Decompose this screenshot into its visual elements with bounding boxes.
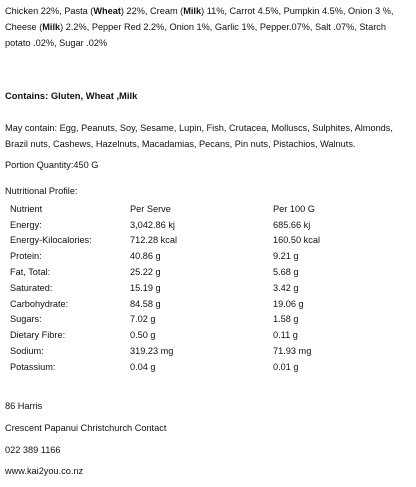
per-serve-value: 15.19 g — [130, 282, 161, 293]
nutrient-name: Carbohydrate: — [10, 298, 69, 309]
header-per-100g: Per 100 G — [273, 203, 315, 214]
per-100g-value: 5.68 g — [273, 267, 299, 278]
per-100g-value: 160.50 kcal — [273, 235, 320, 246]
nutrition-row — [10, 312, 393, 328]
nutrient-name: Fat, Total: — [10, 267, 51, 278]
nutrition-row — [10, 343, 393, 359]
per-serve-value: 0.50 g — [130, 330, 156, 341]
ingredients-list — [5, 3, 410, 51]
per-serve-value: 319.23 mg — [130, 346, 174, 357]
nutrition-row — [10, 296, 393, 312]
per-serve-value: 0.04 g — [130, 361, 156, 372]
website-link[interactable]: www.kai2you.co.nz — [5, 466, 84, 476]
nutrient-name: Protein: — [10, 251, 42, 262]
nutrient-name: Saturated: — [10, 282, 53, 293]
ingredient-text: Chicken 22%, Pasta ( — [5, 6, 94, 16]
nutrient-name: Dietary Fibre: — [10, 330, 66, 341]
address-line1: 86 Harris — [5, 401, 43, 411]
ingredient-text: ) 22%, Cream ( — [120, 6, 184, 16]
nutrition-row — [10, 327, 393, 343]
phone-number: 022 389 1166 — [5, 445, 61, 455]
nutrient-name: Sodium: — [10, 346, 44, 357]
header-per-serve: Per Serve — [130, 203, 171, 214]
nutrition-row — [10, 217, 393, 233]
allergen-highlight: Milk — [183, 6, 202, 16]
nutrient-name: Energy: — [10, 219, 42, 230]
nutrition-row — [10, 280, 393, 296]
per-100g-value: 9.21 g — [273, 251, 299, 262]
per-100g-value: 71.93 mg — [273, 346, 312, 357]
per-serve-value: 712.28 kcal — [130, 235, 177, 246]
allergen-contains: Contains: Gluten, Wheat ,Milk — [5, 90, 138, 101]
per-100g-value: 685.66 kj — [273, 219, 311, 230]
per-100g-value: 1.58 g — [273, 314, 299, 325]
nutrient-name: Potassium: — [10, 361, 56, 372]
per-100g-value: 0.11 g — [273, 330, 298, 341]
per-100g-value: 19.06 g — [273, 298, 304, 309]
nutrition-table — [10, 201, 393, 375]
nutrition-row — [10, 233, 393, 249]
per-100g-value: 0.01 g — [273, 361, 299, 372]
nutrient-name: Sugars: — [10, 314, 42, 325]
allergen-highlight: Wheat — [93, 6, 121, 16]
address-line2: Crescent Papanui Christchurch Contact — [5, 423, 167, 433]
nutrition-title: Nutritional Profile: — [5, 186, 78, 196]
nutrition-row — [10, 359, 393, 375]
ingredient-text: ) 2.2%, Pepper Red 2.2%, Onion 1%, Garlic 1%, Pepper.07%, Salt .07%, Starch potato .02%, Sugar .02% — [5, 22, 386, 48]
per-serve-value: 7.02 g — [130, 314, 156, 325]
nutrient-name: Energy-Kilocalories: — [10, 235, 92, 246]
ingredient-text: ) 11%, Carrot 4.5%, Pumpkin 4.5%, Onion 3 %, Cheese ( — [5, 6, 394, 32]
per-100g-value: 3.42 g — [273, 282, 299, 293]
header-nutrient: Nutrient — [10, 203, 43, 214]
per-serve-value: 3,042.86 kj — [130, 219, 175, 230]
per-serve-value: 40.86 g — [130, 251, 161, 262]
per-serve-value: 84.58 g — [130, 298, 161, 309]
per-serve-value: 25.22 g — [130, 267, 161, 278]
nutrition-row — [10, 248, 393, 264]
allergen-highlight: Milk — [42, 22, 61, 32]
portion-quantity: Portion Quantity:450 G — [5, 160, 99, 170]
nutrition-header-row — [10, 201, 393, 217]
may-contain-text: May contain: Egg, Peanuts, Soy, Sesame, Lupin, Fish, Crutacea, Molluscs, Sulphites, Almonds, Brazil nuts, Cashews, Hazelnuts, Macadamias, Pecans, Pin nuts, Pistachios, Walnuts. — [5, 123, 393, 149]
nutrition-row — [10, 264, 393, 280]
